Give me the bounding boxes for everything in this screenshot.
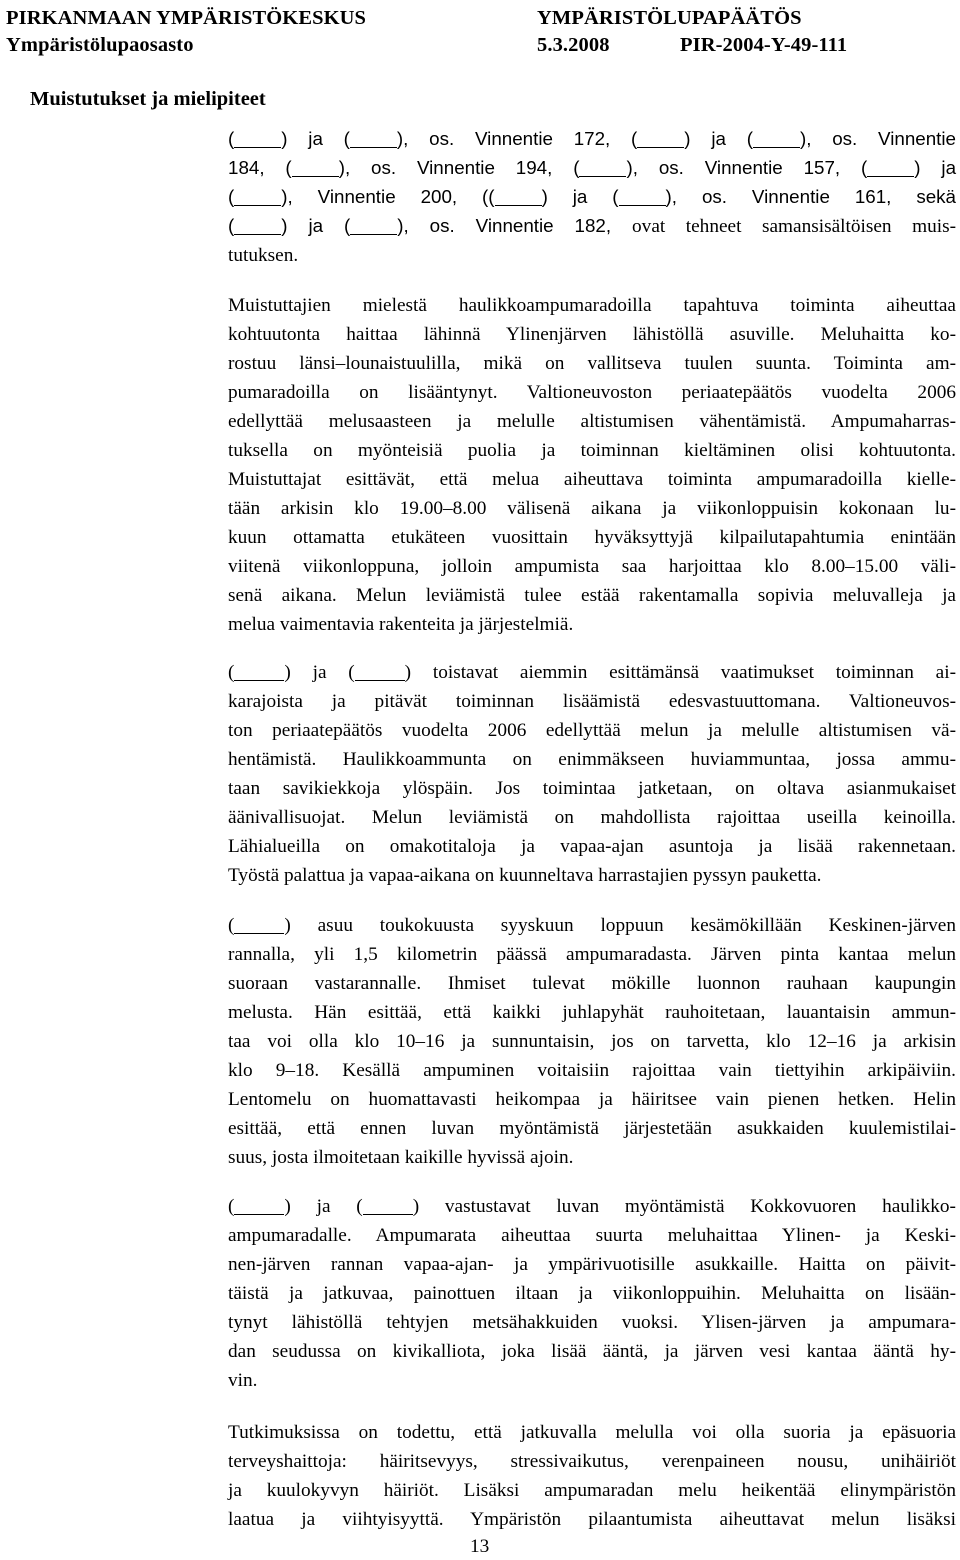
text-line: esittää, että ennen luvan myöntämistä järjestetään asukkaiden kuulemistilai- <box>228 1118 956 1139</box>
text-line: kuun ottamatta etukäteen vuosittain hyväksyttyjä kilpailutapahtumia enintään <box>228 527 956 548</box>
text-line: tuksella on myönteisiä puolia ja toiminnan kieltäminen olisi kohtuutonta. <box>228 440 956 461</box>
section-title: Muistutukset ja mielipiteet <box>30 88 266 110</box>
document-type: YMPÄRISTÖLUPAPÄÄTÖS <box>537 7 802 29</box>
text-line: hentämistä. Haulikkoammunta on enimmäkseen huviammuntaa, jossa ammu- <box>228 749 956 770</box>
text-line: melusta. Hän esittää, että kaikki juhlapyhät rauhoitetaan, lauantaisin ammun- <box>228 1002 956 1023</box>
text-line: tynyt lähistöllä tehtyjen metsähakkuiden vuoksi. Ylisen-järven ja ampumara- <box>228 1312 956 1333</box>
text-line: äänivallisuojat. Melun leviämistä on mahdollista rajoittaa useilla keinoilla. <box>228 807 956 828</box>
text-line: Muistuttajat esittävät, että melua aiheuttava toiminta ampumaradoilla kielle- <box>228 469 956 490</box>
text-line: taan savikiekkoja ylöspäin. Jos toimintaa jatketaan, on oltava asianmukaiset <box>228 778 956 799</box>
text-line: ( ), Vinnentie 200, (( ) ja ( ), os. Vinnentie 161, sekä <box>228 186 956 207</box>
authority-name: PIRKANMAAN YMPÄRISTÖKESKUS <box>6 7 367 29</box>
text-line: suus, josta ilmoitetaan kaikille hyvissä ajoin. <box>228 1147 574 1168</box>
text-line: taa voi olla klo 10–16 ja sunnuntaisin, jos on tarvetta, klo 12–16 ja arkisin <box>228 1031 956 1052</box>
paragraph-3 <box>228 658 956 890</box>
text-line: dan seudussa on kivikalliota, joka lisää ääntä, ja järven vesi kantaa ääntä hy- <box>228 1341 956 1362</box>
text-line: laatua ja viihtyisyyttä. Ympäristön pilaantumista aiheuttavat melun lisäksi <box>228 1509 956 1530</box>
text-line: kohtuutonta haittaa lähinnä Ylinenjärven lähistöllä asuville. Meluhaitta ko- <box>228 324 956 345</box>
text-line: ( ) asuu toukokuusta syyskuun loppuun kesämökillään Keskinen-järven <box>228 915 956 936</box>
text-line: klo 9–18. Kesällä ampuminen voitaisiin rajoittaa vain tiettyihin arkipäiviin. <box>228 1060 956 1081</box>
text-line: ton periaatepäätös vuodelta 2006 edellyttää melun ja melulle altistumisen vä- <box>228 720 956 741</box>
text-line: Lähialueilla on omakotitaloja ja vapaa-ajan asuntoja ja lisää rakennetaan. <box>228 836 956 857</box>
text-line: Muistuttajien mielestä haulikkoampumaradoilla tapahtuva toiminta aiheuttaa <box>228 295 956 316</box>
text-line: tutuksen. <box>228 245 299 266</box>
paragraph-6 <box>228 1418 956 1534</box>
text-line: melua vaimentavia rakenteita ja järjestelmiä. <box>228 614 574 635</box>
text-line: ( ) ja ( ) vastustavat luvan myöntämistä Kokkovuoren haulikko- <box>228 1196 956 1217</box>
text-line: nen-järven rannan vapaa-ajan- ja ympärivuotisille asukkaille. Haitta on päivit- <box>228 1254 956 1275</box>
text-line: terveyshaittoja: häiritsevyys, stressivaikutus, verenpaineen nousu, unihäiriöt <box>228 1451 956 1472</box>
text-line: pumaradoilla on lisääntynyt. Valtioneuvoston periaatepäätös vuodelta 2006 <box>228 382 956 403</box>
text-line: täistä ja jatkuvaa, painottuen iltaan ja viikonloppuihin. Meluhaitta on lisään- <box>228 1283 956 1304</box>
text-line: Tutkimuksissa on todettu, että jatkuvalla melulla voi olla suoria ja epäsuoria <box>228 1422 956 1443</box>
text-line: viitenä viikonloppuna, jolloin ampumista saa harjoittaa klo 8.00–15.00 väli- <box>228 556 956 577</box>
text-line: ( ) ja ( ), os. Vinnentie 182, ovat tehneet samansisältöisen muis- <box>228 215 956 237</box>
text-line: senä aikana. Melun leviämistä tulee estää rakentamalla sopivia meluvalleja ja <box>228 585 956 606</box>
text-line: suoraan vastarannalle. Ihmiset tulevat mökille luonnon rauhaan kaupungin <box>228 973 956 994</box>
decision-date: 5.3.2008 <box>537 34 610 56</box>
paragraph-1 <box>228 124 956 270</box>
header-row-1 <box>0 5 960 31</box>
text-line: ( ) ja ( ) toistavat aiemmin esittämänsä vaatimukset toiminnan ai- <box>228 662 956 683</box>
text-line: vin. <box>228 1370 258 1391</box>
text-line: 184, ( ), os. Vinnentie 194, ( ), os. Vinnentie 157, ( ) ja <box>228 157 957 178</box>
text-line: Työstä palattua ja vapaa-aikana on kuunneltava harrastajien pyssyn pauketta. <box>228 865 822 886</box>
text-line: karajoista ja pitävät toiminnan lisäämistä edesvastuuttomana. Valtioneuvos- <box>228 691 956 712</box>
text-line: rostuu länsi–lounaistuulilla, mikä on vallitseva tuulen suunta. Toiminta am- <box>228 353 956 374</box>
paragraph-4 <box>228 911 956 1172</box>
text-line: Lentomelu on huomattavasti heikompaa ja häiritsee vain pienen hetken. Helin <box>228 1089 956 1110</box>
paragraph-2 <box>228 291 956 639</box>
page-number: 13 <box>470 1536 490 1557</box>
text-line: ja kuulokyvyn häiriöt. Lisäksi ampumaradan melu heikentää elinympäristön <box>228 1480 956 1501</box>
diary-number: PIR-2004-Y-49-111 <box>680 34 848 56</box>
text-line: rannalla, yli 1,5 kilometrin päässä ampumaradasta. Järven pinta kantaa melun <box>228 944 956 965</box>
text-line: ( ) ja ( ), os. Vinnentie 172, ( ) ja ( ), os. Vinnentie <box>228 128 956 149</box>
text-line: tään arkisin klo 19.00–8.00 välisenä aikana ja viikonloppuisin kokonaan lu- <box>228 498 956 519</box>
text-line: edellyttää melusaasteen ja melulle altistumisen vähentämistä. Ampumaharras- <box>228 411 956 432</box>
department-name: Ympäristölupaosasto <box>6 34 194 56</box>
paragraph-5 <box>228 1192 956 1395</box>
header-row-2 <box>0 32 960 58</box>
text-line: ampumaradalle. Ampumarata aiheuttaa suurta meluhaittaa Ylinen- ja Keski- <box>228 1225 956 1246</box>
